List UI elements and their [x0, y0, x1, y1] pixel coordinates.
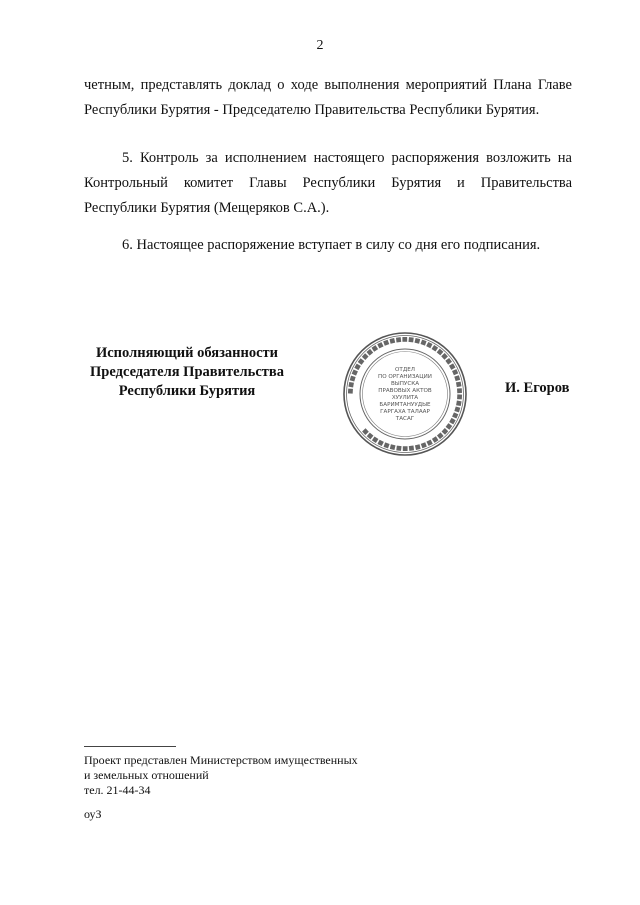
seal-line-7: ГАРГАХА ТАЛААР [380, 409, 430, 415]
seal-line-1: ОТДЕЛ [395, 367, 415, 373]
page-number: 2 [316, 38, 324, 53]
footer-code: оуЗ [84, 807, 102, 821]
signatory-title-line1: Исполняющий обязанности [95, 345, 279, 361]
seal-line-2: ПО ОРГАНИЗАЦИИ [378, 374, 432, 380]
footer-project-line2: и земельных отношений [84, 768, 209, 782]
paragraph-6-effective: 6. Настоящее распоряжение вступает в силу со дня его подписания. [122, 237, 541, 253]
footer-separator [84, 746, 176, 747]
signatory-title-line2: Председателя Правительства [90, 364, 284, 380]
signatory-name: И. Егоров [505, 380, 570, 396]
svg-text:■■■■■■■■■■■■■■■■■■■■■■■■■■■■■■: ■■■■■■■■■■■■■■■■■■■■■■■■■■■■■■■■■■■■■■■■■■■■■■■■ [346, 335, 464, 453]
paragraph-5-control: 5. Контроль за исполнением настоящего распоряжения возложить на Контрольный комитет Главы Республики Бурятия и Правительства Республики Бурятия (Мещеряков С.А.). [84, 150, 572, 216]
seal-line-6: БАРИМТАНУУДЫЕ [379, 402, 431, 408]
paragraph-continuation: четным, представлять доклад о ходе выполнения мероприятий Плана Главе Республики Бурятия - Председателю Правительства Республики Бурятия. [84, 77, 572, 118]
signatory-title [78, 344, 296, 401]
seal-line-3: ВЫПУСКА [390, 381, 420, 387]
footer-project-line1: Проект представлен Министерством имущественных [84, 753, 358, 767]
seal-ring-marks [347, 336, 463, 452]
seal-line-8: ТАСАГ [395, 416, 415, 422]
seal-line-5: ХУУЛИТА [391, 395, 419, 401]
footer-phone: тел. 21-44-34 [84, 783, 151, 797]
official-seal-stamp [342, 331, 468, 457]
seal-line-4: ПРАВОВЫХ АКТОВ [378, 388, 432, 394]
signatory-title-line3: Республики Бурятия [118, 383, 256, 399]
